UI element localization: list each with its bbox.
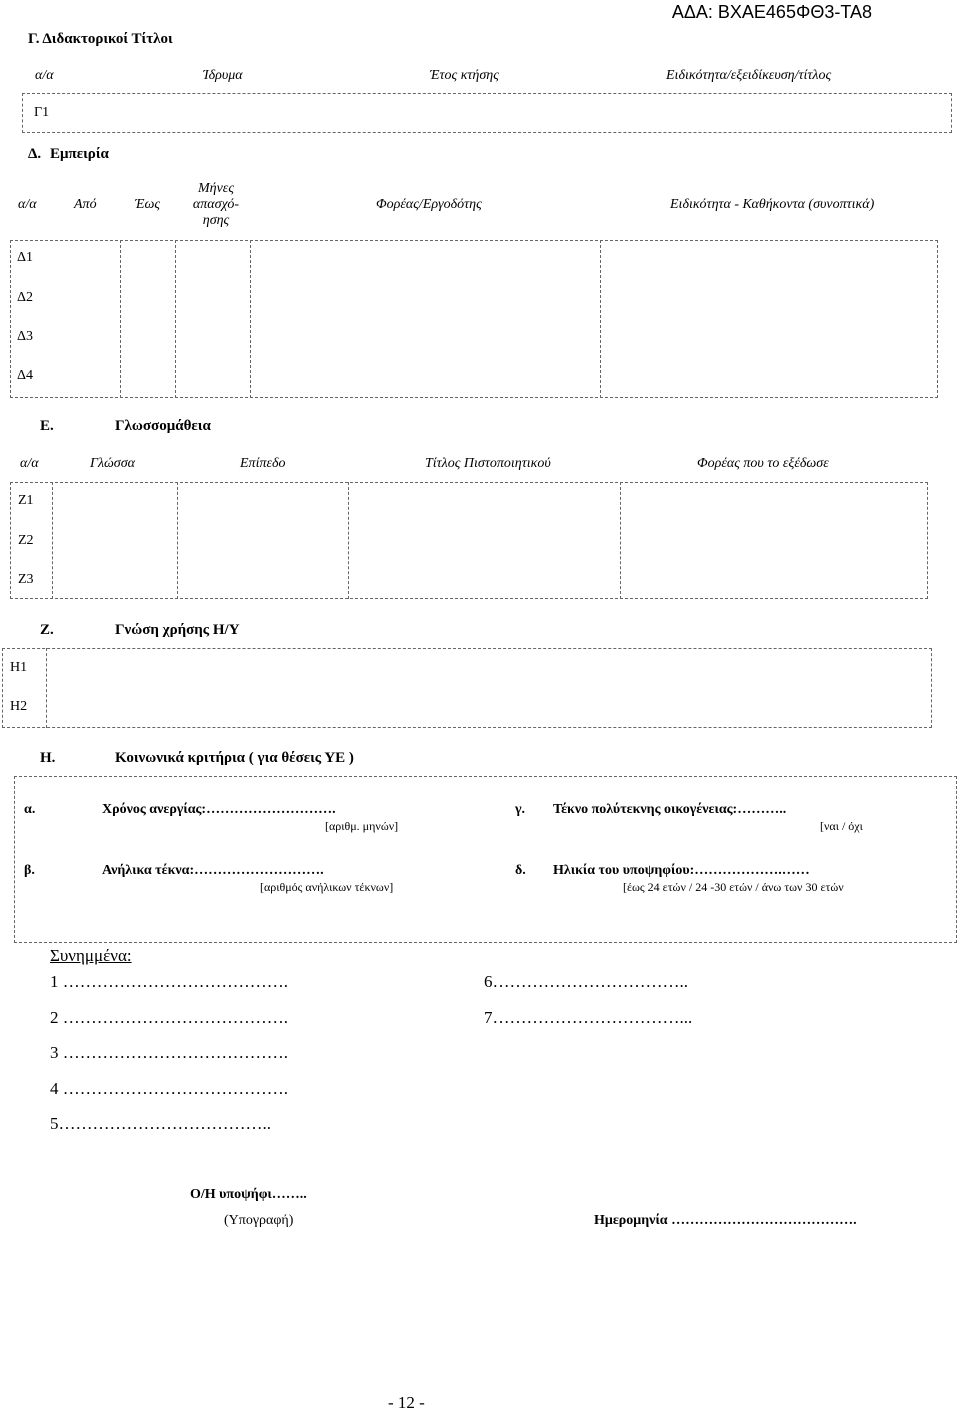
criterion-b-letter: β.	[24, 863, 35, 878]
col-header-language: Γλώσσα	[90, 456, 135, 471]
row-label-h1: Η1	[10, 660, 28, 675]
criterion-large-family[interactable]: Τέκνο πολύτεκνης οικογένειας:………..	[553, 802, 787, 817]
col-header-months-1: Μήνες	[197, 181, 235, 196]
section-d-title: Εμπειρία	[50, 146, 109, 162]
col-header-aa: α/α	[35, 68, 54, 83]
col-divider	[600, 240, 601, 398]
col-header-specialty: Ειδικότητα/εξειδίκευση/τίτλος	[666, 68, 832, 83]
signature-label: (Υπογραφή)	[224, 1213, 294, 1228]
col-divider	[620, 482, 621, 599]
section-d-letter: Δ.	[28, 146, 42, 162]
date-field[interactable]: Ημερομηνία ………………………………….	[594, 1213, 857, 1228]
section-z-letter: Ζ.	[40, 622, 54, 638]
row-label-z2: Ζ2	[18, 533, 34, 548]
attachment-item-7[interactable]: 7……………………………...	[484, 1008, 693, 1027]
col-header-aa: α/α	[18, 197, 37, 212]
row-label-z1: Ζ1	[18, 493, 34, 508]
col-divider	[52, 482, 53, 599]
attachment-item-3[interactable]: 3 ………………………………….	[50, 1043, 288, 1062]
experience-table[interactable]	[10, 240, 938, 398]
col-header-employer: Φορέας/Εργοδότης	[376, 197, 482, 212]
col-divider	[348, 482, 349, 599]
col-divider	[120, 240, 121, 398]
section-g-title: Γ. Διδακτορικοί Τίτλοι	[28, 31, 173, 47]
attachment-item-6[interactable]: 6……………………………..	[484, 972, 688, 991]
section-z-title: Γνώση χρήσης Η/Υ	[115, 622, 240, 638]
col-header-level: Επίπεδο	[240, 456, 286, 471]
section-e-title: Γλωσσομάθεια	[115, 418, 211, 434]
row-label-d2: Δ2	[17, 290, 34, 305]
attachment-item-1[interactable]: 1 ………………………………….	[50, 972, 288, 991]
attachment-item-5[interactable]: 5………………………………..	[50, 1114, 271, 1133]
row-label-z3: Ζ3	[18, 572, 34, 587]
col-divider	[175, 240, 176, 398]
col-header-months-2: απασχό-	[192, 197, 240, 212]
section-e-letter: Ε.	[40, 418, 54, 434]
criterion-age[interactable]: Ηλικία του υποψηφίου:……………….……	[553, 863, 810, 878]
criterion-minor-children-hint: [αριθμός ανήλικων τέκνων]	[260, 880, 394, 894]
ada-code: ΑΔΑ: ΒΧΑΕ465ΦΘ3-ΤΑ8	[671, 2, 872, 22]
criterion-minor-children[interactable]: Ανήλικα τέκνα:……………………….	[102, 863, 324, 878]
col-header-to: Έως	[135, 197, 161, 212]
attachment-item-4[interactable]: 4 ………………………………….	[50, 1079, 288, 1098]
criterion-d-letter: δ.	[515, 863, 526, 878]
computer-skills-table[interactable]	[2, 648, 932, 728]
attachments-title: Συνημμένα:	[50, 946, 132, 965]
page-number: - 12 -	[388, 1393, 425, 1412]
col-header-issuer: Φορέας που το εξέδωσε	[697, 456, 829, 471]
language-table[interactable]	[10, 482, 928, 599]
table-row-g1[interactable]	[22, 93, 952, 133]
col-header-from: Από	[74, 197, 97, 212]
col-header-institution: Ίδρυμα	[203, 68, 243, 83]
col-header-certificate: Τίτλος Πιστοποιητικού	[425, 456, 551, 471]
criterion-a-letter: α.	[24, 802, 36, 817]
col-divider	[177, 482, 178, 599]
criterion-c-letter: γ.	[515, 802, 526, 817]
section-h-title: Κοινωνικά κριτήρια ( για θέσεις ΥΕ )	[115, 750, 354, 766]
row-label-d1: Δ1	[17, 250, 34, 265]
section-h-letter: Η.	[40, 750, 56, 766]
attachment-item-2[interactable]: 2 ………………………………….	[50, 1008, 288, 1027]
row-label-g1: Γ1	[34, 105, 50, 120]
row-label-d3: Δ3	[17, 329, 34, 344]
col-divider	[46, 648, 47, 728]
row-label-h2: Η2	[10, 699, 28, 714]
col-header-year: Έτος κτήσης	[430, 68, 499, 83]
col-header-months-3: ησης	[202, 213, 230, 228]
col-divider	[250, 240, 251, 398]
col-header-duties: Ειδικότητα - Καθήκοντα (συνοπτικά)	[670, 197, 875, 212]
criterion-unemployment-hint: [αριθμ. μηνών]	[325, 819, 399, 833]
row-label-d4: Δ4	[17, 368, 34, 383]
col-header-aa: α/α	[20, 456, 39, 471]
criterion-large-family-hint: [ναι / όχι	[820, 819, 863, 833]
candidate-label[interactable]: Ο/Η υποψήφι……..	[190, 1187, 307, 1202]
criterion-age-hint: [έως 24 ετών / 24 -30 ετών / άνω των 30 ετών	[623, 880, 844, 894]
criterion-unemployment[interactable]: Χρόνος ανεργίας:……………………….	[102, 802, 336, 817]
